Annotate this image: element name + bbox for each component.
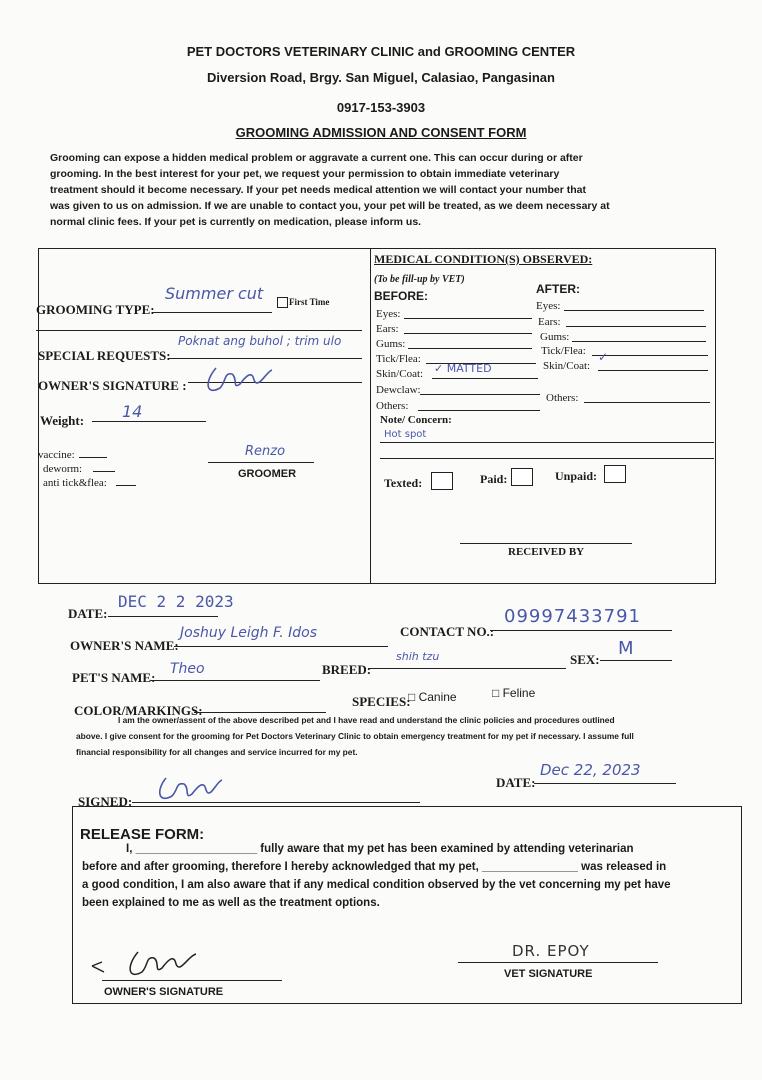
pet-name-label: PET'S NAME:	[72, 670, 156, 685]
note-line-2	[380, 458, 714, 459]
groomer-name[interactable]: Renzo	[245, 444, 286, 459]
after-tick-label: Tick/Flea:	[541, 345, 586, 357]
breed-value[interactable]: shih tzu	[396, 650, 440, 663]
first-time-checkbox[interactable]	[277, 297, 288, 308]
release-owner-signature-mark	[88, 944, 218, 988]
pet-name-value[interactable]: Theo	[170, 661, 205, 677]
owner-signature-mark-top	[196, 362, 286, 406]
medical-subtitle: (To be fill-up by VET)	[374, 274, 465, 285]
weight-value[interactable]: 14	[122, 402, 143, 421]
after-ears-line	[566, 326, 706, 327]
after-others-line	[584, 402, 710, 403]
unpaid-checkbox[interactable]	[604, 465, 626, 483]
before-others-line	[418, 410, 540, 411]
vet-signature-line	[458, 962, 658, 963]
feline-option[interactable]: □ Feline	[492, 686, 536, 700]
breed-line	[368, 668, 566, 669]
release-title: RELEASE FORM:	[80, 826, 205, 843]
intro-line: normal clinic fees. If your pet is currently on medication, please inform us.	[50, 216, 422, 228]
after-gums-line	[572, 341, 706, 342]
before-skin-value[interactable]: ✓ MATTED	[434, 362, 492, 375]
after-eyes-line	[564, 310, 704, 311]
sex-line	[600, 660, 672, 661]
canine-option[interactable]: □ Canine	[408, 690, 457, 704]
signed-label: SIGNED:	[78, 794, 133, 809]
first-time-label: First Time	[289, 297, 330, 307]
after-label: AFTER:	[536, 282, 580, 296]
grooming-extra-line	[36, 330, 362, 331]
paid-checkbox[interactable]	[511, 468, 533, 486]
after-eyes-label: Eyes:	[536, 300, 561, 312]
sex-label: SEX:	[570, 652, 600, 667]
groomer-label: GROOMER	[238, 468, 297, 480]
before-ears-line	[404, 333, 532, 334]
before-skin-label: Skin/Coat:	[376, 368, 424, 380]
before-ears-label: Ears:	[376, 323, 399, 335]
before-skin-line	[432, 378, 538, 379]
pet-name-line	[150, 680, 320, 681]
after-skin-label: Skin/Coat:	[543, 360, 591, 372]
signed-date-label: DATE:	[496, 775, 536, 790]
groomer-line	[208, 462, 314, 463]
before-dewclaw-label: Dewclaw:	[376, 384, 421, 396]
deworm-label: deworm:	[43, 463, 83, 475]
vet-name: DR. EPOY	[512, 942, 590, 960]
note-line-1	[380, 442, 714, 443]
owner-signature-label: OWNER'S SIGNATURE :	[38, 378, 187, 393]
grooming-type-label: GROOMING TYPE:	[36, 302, 155, 317]
grooming-type-value[interactable]: Summer cut	[165, 284, 264, 303]
note-value[interactable]: Hot spot	[384, 429, 427, 440]
grooming-type-line	[152, 312, 272, 313]
release-line: been explained to me as well as the treatment options.	[82, 897, 380, 909]
texted-checkbox[interactable]	[431, 472, 453, 490]
clinic-name: PET DOCTORS VETERINARY CLINIC and GROOMING CENTER	[186, 44, 576, 59]
after-skin-line	[598, 370, 708, 371]
texted-label: Texted:	[384, 476, 423, 490]
vaccine-line	[79, 457, 107, 458]
special-requests-value[interactable]: Poknat ang buhol ; trim ulo	[178, 334, 342, 348]
owner-name-value[interactable]: Joshuy Leigh F. Idos	[180, 625, 318, 641]
intro-line: grooming. In the best interest for your pet, we request your permission to obtain immediate veterinary	[50, 168, 560, 180]
special-requests-line	[168, 358, 362, 359]
column-divider	[370, 249, 371, 583]
date-stamp[interactable]: DEC 2 2 2023	[118, 592, 234, 611]
paid-label: Paid:	[480, 472, 508, 486]
consent-line: financial responsibility for all changes and service incurred for my pet.	[76, 747, 358, 757]
received-by-line	[460, 543, 632, 544]
after-skin-value[interactable]: ✓	[598, 350, 609, 364]
color-label: COLOR/MARKINGS:	[74, 703, 203, 718]
weight-label: Weight:	[40, 413, 85, 428]
received-by-label: RECEIVED BY	[508, 546, 585, 558]
deworm-line	[93, 471, 115, 472]
consent-line: I am the owner/assent of the above described pet and I have read and understand the clinic policies and procedures outlined	[118, 715, 615, 725]
contact-value[interactable]: 09997433791	[504, 606, 641, 627]
intro-line: was given to us on admission. If we are unable to contact you, your pet will be treated, as we deem necessary at	[50, 200, 610, 212]
species-label: SPECIES:	[352, 694, 411, 709]
signed-date-line	[534, 783, 676, 784]
contact-label: CONTACT NO.:	[400, 624, 495, 639]
anti-tick-line	[116, 485, 136, 486]
signed-date-value[interactable]: Dec 22, 2023	[540, 761, 641, 779]
release-line: before and after grooming, therefore I hereby acknowledged that my pet, _______________ was released in	[82, 861, 667, 873]
breed-label: BREED:	[322, 662, 372, 677]
release-owner-line	[102, 980, 282, 981]
consent-paragraph	[76, 712, 686, 760]
date-label: DATE:	[68, 606, 108, 621]
intro-line: treatment should it become necessary. If your pet needs medical attention we will contact your number that	[50, 184, 587, 196]
before-label: BEFORE:	[374, 289, 428, 303]
weight-line	[92, 421, 206, 422]
medical-title: MEDICAL CONDITION(S) OBSERVED:	[374, 252, 593, 266]
release-paragraph	[82, 840, 738, 912]
sex-value[interactable]: M	[618, 638, 634, 659]
release-owner-signature-label: OWNER'S SIGNATURE	[104, 986, 224, 998]
intro-line: Grooming can expose a hidden medical problem or aggravate a current one. This can occur during or after	[50, 152, 583, 164]
owner-name-line	[174, 646, 388, 647]
release-line: a good condition, I am also aware that if any medical condition observed by the vet concerning my pet have	[82, 879, 671, 891]
before-gums-label: Gums:	[376, 338, 406, 350]
contact-line	[490, 630, 672, 631]
before-others-label: Others:	[376, 400, 409, 412]
before-eyes-line	[404, 318, 532, 319]
form-title: GROOMING ADMISSION AND CONSENT FORM	[235, 125, 527, 140]
date-line	[108, 616, 218, 617]
note-label: Note/ Concern:	[380, 414, 452, 426]
vet-signature-label: VET SIGNATURE	[504, 968, 593, 980]
owner-name-label: OWNER'S NAME:	[70, 638, 179, 653]
after-tick-line	[592, 355, 708, 356]
consent-line: above. I give consent for the grooming for Pet Doctors Veterinary Clinic to obtain emergency treatment for my pet if necessary. I assume full	[76, 731, 634, 741]
clinic-address: Diversion Road, Brgy. San Miguel, Calasiao, Pangasinan	[207, 70, 555, 85]
before-dewclaw-line	[420, 394, 540, 395]
anti-tick-label: anti tick&flea:	[43, 477, 107, 489]
after-ears-label: Ears:	[538, 316, 561, 328]
before-gums-line	[408, 348, 532, 349]
intro-paragraph	[50, 150, 710, 230]
before-tick-label: Tick/Flea:	[376, 353, 421, 365]
release-line: I, ___________________ fully aware that my pet has been examined by attending veterinarian	[126, 843, 634, 855]
special-requests-label: SPECIAL REQUESTS:	[38, 348, 171, 363]
vaccine-label: vaccine:	[38, 449, 75, 461]
clinic-phone: 0917-153-3903	[336, 100, 426, 115]
before-eyes-label: Eyes:	[376, 308, 401, 320]
unpaid-label: Unpaid:	[555, 469, 598, 483]
after-gums-label: Gums:	[540, 331, 570, 343]
after-others-label: Others:	[546, 392, 579, 404]
